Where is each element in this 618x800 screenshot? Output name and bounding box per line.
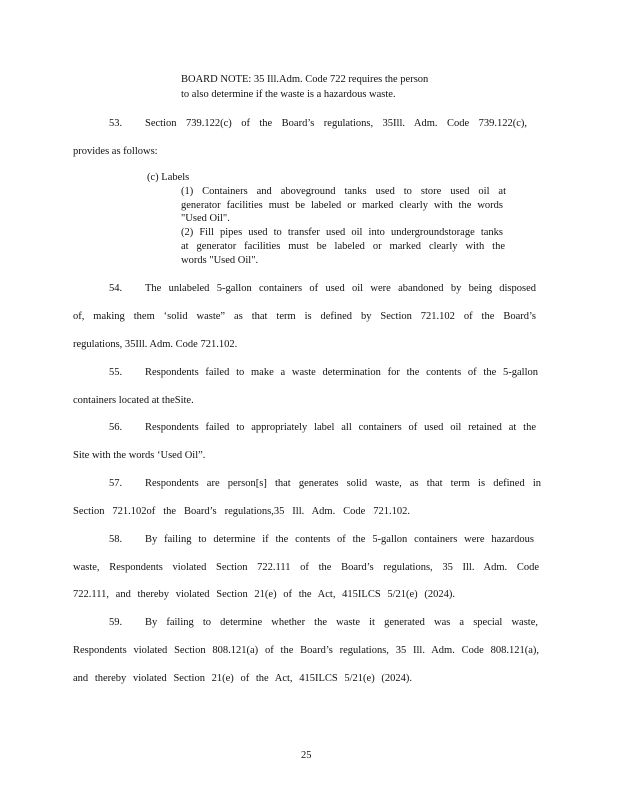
labels-quote-line-4: (2) Fill pipes used to transfer used oil into undergroundstorage tanks <box>181 227 503 238</box>
labels-quote-line-2: generator facilities must be labeled or marked clearly with the words <box>181 200 503 211</box>
paragraph-58-line-1: By failing to determine if the contents of the 5-gallon containers were hazardous <box>145 534 534 545</box>
paragraph-58-line-3: 722.111, and thereby violated Section 21(e) of the Act, 415ILCS 5/21(e) (2024). <box>73 589 455 600</box>
labels-quote-line-5: at generator facilities must be labeled or marked clearly with the <box>181 241 505 252</box>
paragraph-53-line-2: provides as follows: <box>73 146 158 157</box>
labels-quote-line-3: "Used Oil". <box>181 213 230 224</box>
paragraph-54-line-1: The unlabeled 5-gallon containers of used oil were abandoned by being disposed <box>145 283 536 294</box>
paragraph-number-54: 54. <box>109 283 123 294</box>
paragraph-57-line-1: Respondents are person[s] that generates solid waste, as that term is defined in <box>145 478 541 489</box>
labels-quote-line-1: (1) Containers and aboveground tanks used to store used oil at <box>181 186 506 197</box>
board-note-line-2: to also determine if the waste is a hazardous waste. <box>181 89 396 100</box>
paragraph-57-line-2: Section 721.102of the Board’s regulations,35 Ill. Adm. Code 721.102. <box>73 506 410 517</box>
paragraph-number-58: 58. <box>109 534 123 545</box>
paragraph-59-line-1: By failing to determine whether the waste it generated was a special waste, <box>145 617 538 628</box>
paragraph-56-line-2: Site with the words ‘Used Oil”. <box>73 450 206 461</box>
paragraph-number-53: 53. <box>109 118 123 129</box>
page-number: 25 <box>301 750 312 761</box>
labels-quote-line-6: words "Used Oil". <box>181 255 259 266</box>
paragraph-59-line-3: and thereby violated Section 21(e) of the Act, 415ILCS 5/21(e) (2024). <box>73 673 412 684</box>
board-note-line-1: BOARD NOTE: 35 Ill.Adm. Code 722 requires the person <box>181 74 429 85</box>
paragraph-number-59: 59. <box>109 617 123 628</box>
paragraph-number-57: 57. <box>109 478 123 489</box>
paragraph-53-line-1: Section 739.122(c) of the Board’s regulations, 35Ill. Adm. Code 739.122(c), <box>145 118 527 129</box>
paragraph-56-line-1: Respondents failed to appropriately label all containers of used oil retained at the <box>145 422 536 433</box>
paragraph-number-55: 55. <box>109 367 123 378</box>
paragraph-number-56: 56. <box>109 422 123 433</box>
paragraph-55-line-2: containers located at theSite. <box>73 395 194 406</box>
paragraph-58-line-2: waste, Respondents violated Section 722.111 of the Board’s regulations, 35 Ill. Adm. Code <box>73 562 539 573</box>
paragraph-55-line-1: Respondents failed to make a waste determination for the contents of the 5-gallon <box>145 367 538 378</box>
labels-quote-heading: (c) Labels <box>147 172 190 183</box>
paragraph-54-line-2: of, making them ‘solid waste” as that term is defined by Section 721.102 of the Board’s <box>73 311 536 322</box>
paragraph-59-line-2: Respondents violated Section 808.121(a) of the Board’s regulations, 35 Ill. Adm. Code 808.121(a), <box>73 645 539 656</box>
paragraph-54-line-3: regulations, 35Ill. Adm. Code 721.102. <box>73 339 238 350</box>
